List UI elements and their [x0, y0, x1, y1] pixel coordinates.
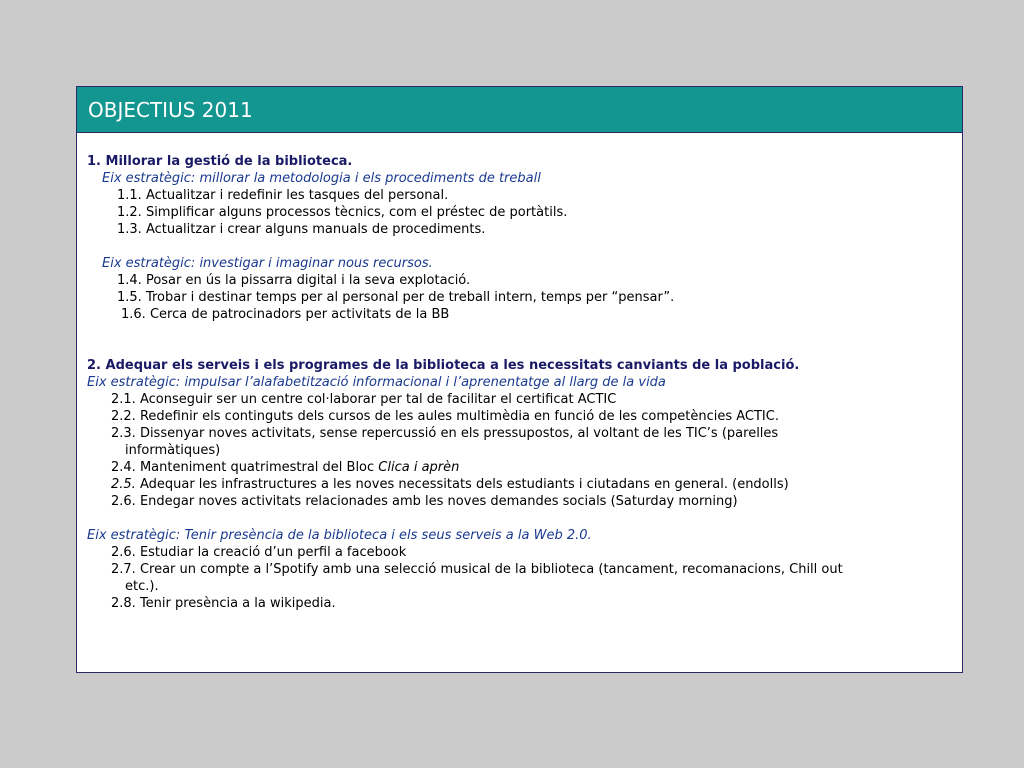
- slide: [76, 86, 963, 673]
- list-item: 1.3. Actualitzar i crear alguns manuals de procediments.: [117, 222, 486, 237]
- spacer: [87, 238, 952, 255]
- slide-title: OBJECTIUS 2011: [88, 97, 253, 122]
- slide-header: [77, 87, 962, 133]
- spacer: [87, 510, 952, 527]
- list-item: 2.3. Dissenyar noves activitats, sense repercussió en els pressupostos, al voltant de les TIC’s (parelles: [111, 426, 779, 441]
- list-item: 2.2. Redefinir els continguts dels cursos de les aules multimèdia en funció de les competències ACTIC.: [111, 409, 779, 424]
- list-item: 2.8. Tenir presència a la wikipedia.: [111, 596, 336, 611]
- list-item: 1.4. Posar en ús la pissarra digital i la seva explotació.: [117, 273, 471, 288]
- section2-eix2-label: Eix estratègic: Tenir presència de la biblioteca i els seus serveis a la Web 2.0.: [87, 528, 592, 543]
- list-item: 1.2. Simplificar alguns processos tècnics, com el préstec de portàtils.: [117, 205, 568, 220]
- list-item: 1.1. Actualitzar i redefinir les tasques del personal.: [117, 188, 449, 203]
- list-item: 1.6. Cerca de patrocinadors per activitats de la BB: [121, 307, 450, 322]
- list-item-continuation: etc.).: [125, 579, 159, 594]
- list-item: 2.6. Estudiar la creació d’un perfil a facebook: [111, 545, 407, 560]
- slide-content: [77, 133, 962, 612]
- section1-heading: 1. Millorar la gestió de la biblioteca.: [87, 154, 353, 169]
- section1-eix2-label: Eix estratègic: investigar i imaginar nous recursos.: [102, 256, 433, 271]
- list-item: [87, 476, 952, 493]
- spacer: [87, 323, 952, 357]
- section2-eix1-label: Eix estratègic: impulsar l’alafabetització informacional i l’aprenentatge al llarg de la vida: [87, 375, 666, 390]
- list-item: [87, 459, 952, 476]
- section1-eix1-label: Eix estratègic: millorar la metodologia i els procediments de treball: [102, 171, 541, 186]
- item5-number: 2.5.: [111, 477, 136, 492]
- list-item: 2.6. Endegar noves activitats relacionades amb les noves demandes socials (Saturday morning): [111, 494, 738, 509]
- section2-heading: 2. Adequar els serveis i els programes de la biblioteca a les necessitats canviants de la població.: [87, 358, 800, 373]
- list-item-continuation: informàtiques): [125, 443, 221, 458]
- list-item: 1.5. Trobar i destinar temps per al personal per de treball intern, temps per “pensar”.: [117, 290, 675, 305]
- list-item: 2.7. Crear un compte a l’Spotify amb una selecció musical de la biblioteca (tancament, recomanacions, Chill out: [111, 562, 843, 577]
- item4-text: 2.4. Manteniment quatrimestral del Bloc: [111, 460, 379, 475]
- list-item: 2.1. Aconseguir ser un centre col·laborar per tal de facilitar el certificat ACTIC: [111, 392, 617, 407]
- item5-text: Adequar les infrastructures a les noves necessitats dels estudiants i ciutadans en general. (endolls): [135, 477, 789, 492]
- item4-emphasis: Clica i aprèn: [378, 460, 460, 475]
